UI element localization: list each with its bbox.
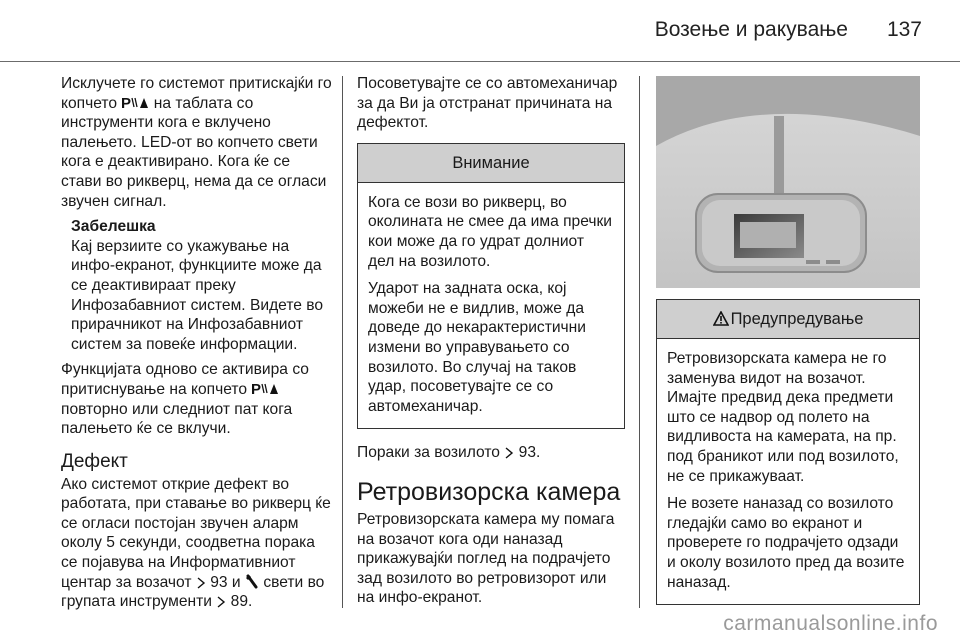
rearview-mirror-image: [656, 76, 920, 288]
wrench-icon: [245, 574, 259, 589]
svg-text:P: P: [121, 94, 132, 110]
paragraph: Исклучете го системот притискајќи го копчето P на таблата со инструменти кога е вклучено палењето. LED-от во копчето свети кога е деактивирано. Кога ќе се стави во рикверц, нема да се огласи звучен сигнал.: [61, 75, 332, 210]
watermark: carmanualsonline.info: [723, 612, 938, 635]
page-reference[interactable]: 89.: [230, 593, 253, 611]
column-divider: [342, 76, 343, 608]
page-reference[interactable]: 93.: [518, 444, 541, 462]
caution-body: Кога се вози во рикверц, во околината не смее да има пречки кои може да го удрат долниот дел на возилото. Ударот на задната оска, кој можеби не е видлив, може да доведе до некарактеристични измени во управувањето со возилото. Во случај на таков удар, посоветувајте се со автомеханичар.: [368, 193, 613, 415]
arrow-ref-icon: [216, 596, 226, 608]
warning-box: [656, 299, 920, 605]
note: [61, 217, 333, 354]
caution-box: [357, 143, 625, 430]
warning-body: Ретровизорската камера не го заменува видот на возачот. Имајте предвид дека предмети што се надвор од полето на видливоста на камерата, на пр. под браникот или под возилото, не се прикажуваат. Не возете наназад со возилото гледајќи само во екранот и проверете го подрачјето одзади и околу возилото пред да возите наназад.: [667, 350, 905, 591]
warning-triangle-icon: [713, 311, 729, 326]
column-1: [61, 74, 333, 618]
note-body: Кај верзиите со укажување на инфо-екранот, функциите може да се деактивираат преку Инфозабавниот систем. Видете во прирачникот на Инфозабавниот систем за повеќе информации.: [71, 237, 324, 353]
paragraph: Ако системот открие дефект во работата, при ставање во рикверц ќе се огласи постојан звучен аларм околу 5 секунди, соодветна порака се појавува на Информативниот центар за возачот 93 и свети во групата инструменти 89.: [61, 475, 331, 611]
column-divider: [639, 76, 640, 608]
caution-heading: Внимание: [358, 144, 624, 183]
page-number: 137: [886, 18, 922, 41]
section-heading-defect: Дефект: [61, 450, 128, 472]
park-pilot-icon: [121, 95, 149, 110]
column-2: [357, 74, 625, 614]
arrow-ref-icon: [196, 577, 206, 589]
park-pilot-icon: [251, 381, 279, 396]
paragraph: Пораки за возилото 93.: [357, 444, 541, 462]
note-heading: Забелешка: [71, 218, 156, 236]
page-header: [0, 0, 960, 62]
warning-heading: Предупредување: [657, 300, 919, 339]
paragraph: Посоветувајте се со автомеханичар за да Ви ја отстранат причината на дефектот.: [357, 75, 618, 132]
paragraph: Функцијата одново се активира со притиснување на копчето P повторно или следниот пат кога палењето ќе се вклучи.: [61, 361, 309, 438]
section-heading-camera: Ретровизорска камера: [357, 477, 621, 506]
chapter-title: Возење и ракување: [654, 18, 848, 41]
page-reference[interactable]: 93: [210, 573, 228, 591]
paragraph: Ретровизорската камера му помага на возачот кога оди наназад прикажувајќи поглед на подрачјето зад возилото во ретровизорот или на инфо-екранот.: [357, 510, 615, 607]
column-3: [656, 76, 920, 605]
arrow-ref-icon: [504, 447, 514, 459]
svg-text:P: P: [251, 380, 262, 396]
